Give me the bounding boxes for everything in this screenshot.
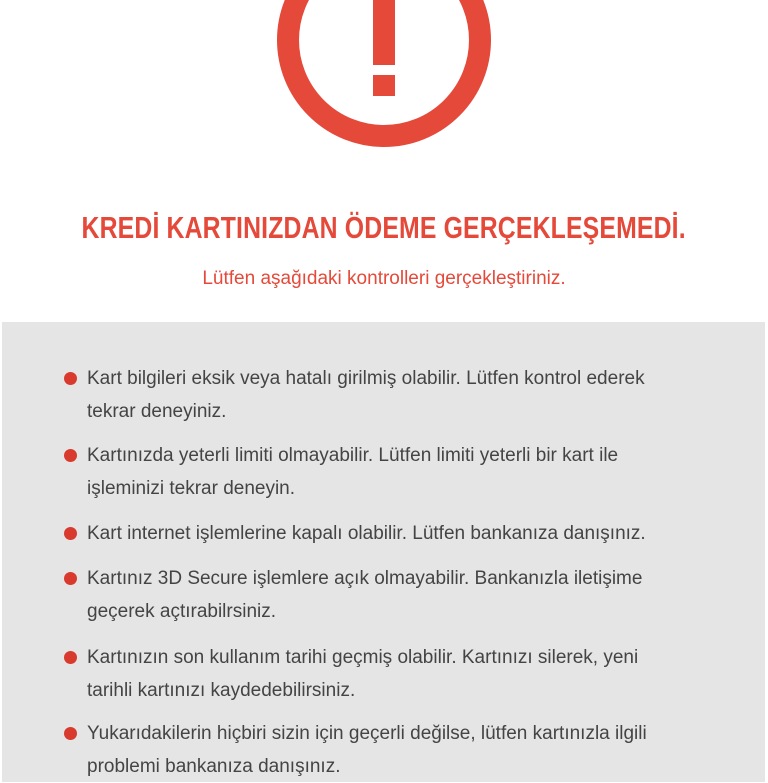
list-item-line: Kartınızın son kullanım tarihi geçmiş olabilir. Kartınızı silerek, yeni: [87, 647, 639, 668]
bullet-icon: [64, 449, 77, 462]
error-subtitle: Lütfen aşağıdaki kontrolleri gerçekleştiriniz.: [202, 268, 566, 289]
list-item-line: geçerek açtırabilrsiniz.: [87, 601, 277, 622]
bullet-icon: [64, 372, 77, 385]
list-item: [87, 517, 646, 550]
exclamation-circle-icon: [277, 0, 491, 147]
list-item-line: işleminizi tekrar deneyin.: [87, 478, 296, 499]
list-item-line: Kart bilgileri eksik veya hatalı girilmiş olabilir. Lütfen kontrol ederek: [87, 368, 645, 389]
list-item-line: Kart internet işlemlerine kapalı olabilir. Lütfen bankanıza danışınız.: [87, 523, 646, 544]
error-title-wrap: [0, 210, 768, 246]
list-item-line: Kartınız 3D Secure işlemlere açık olmayabilir. Bankanızla iletişime: [87, 568, 643, 589]
list-item-line: problemi bankanıza danışınız.: [87, 756, 341, 777]
list-item-line: tekrar deneyiniz.: [87, 401, 227, 422]
list-item: [87, 362, 645, 428]
bullet-icon: [64, 527, 77, 540]
list-item-line: Yukarıdakilerin hiçbiri sizin için geçerli değilse, lütfen kartınızla ilgili: [87, 723, 647, 744]
checklist-panel: [2, 322, 765, 782]
list-item: [87, 717, 647, 783]
error-title: KREDİ KARTINIZDAN ÖDEME GERÇEKLEŞEMEDİ.: [81, 210, 687, 245]
list-item: [87, 641, 638, 707]
bullet-icon: [64, 727, 77, 740]
list-item-line: tarihli kartınızı kaydedebilirsiniz.: [87, 680, 356, 701]
list-item-line: Kartınızda yeterli limiti olmayabilir. Lütfen limiti yeterli bir kart ile: [87, 445, 619, 466]
bullet-icon: [64, 651, 77, 664]
list-item: [87, 562, 642, 628]
bullet-icon: [64, 572, 77, 585]
list-item: [87, 439, 618, 505]
